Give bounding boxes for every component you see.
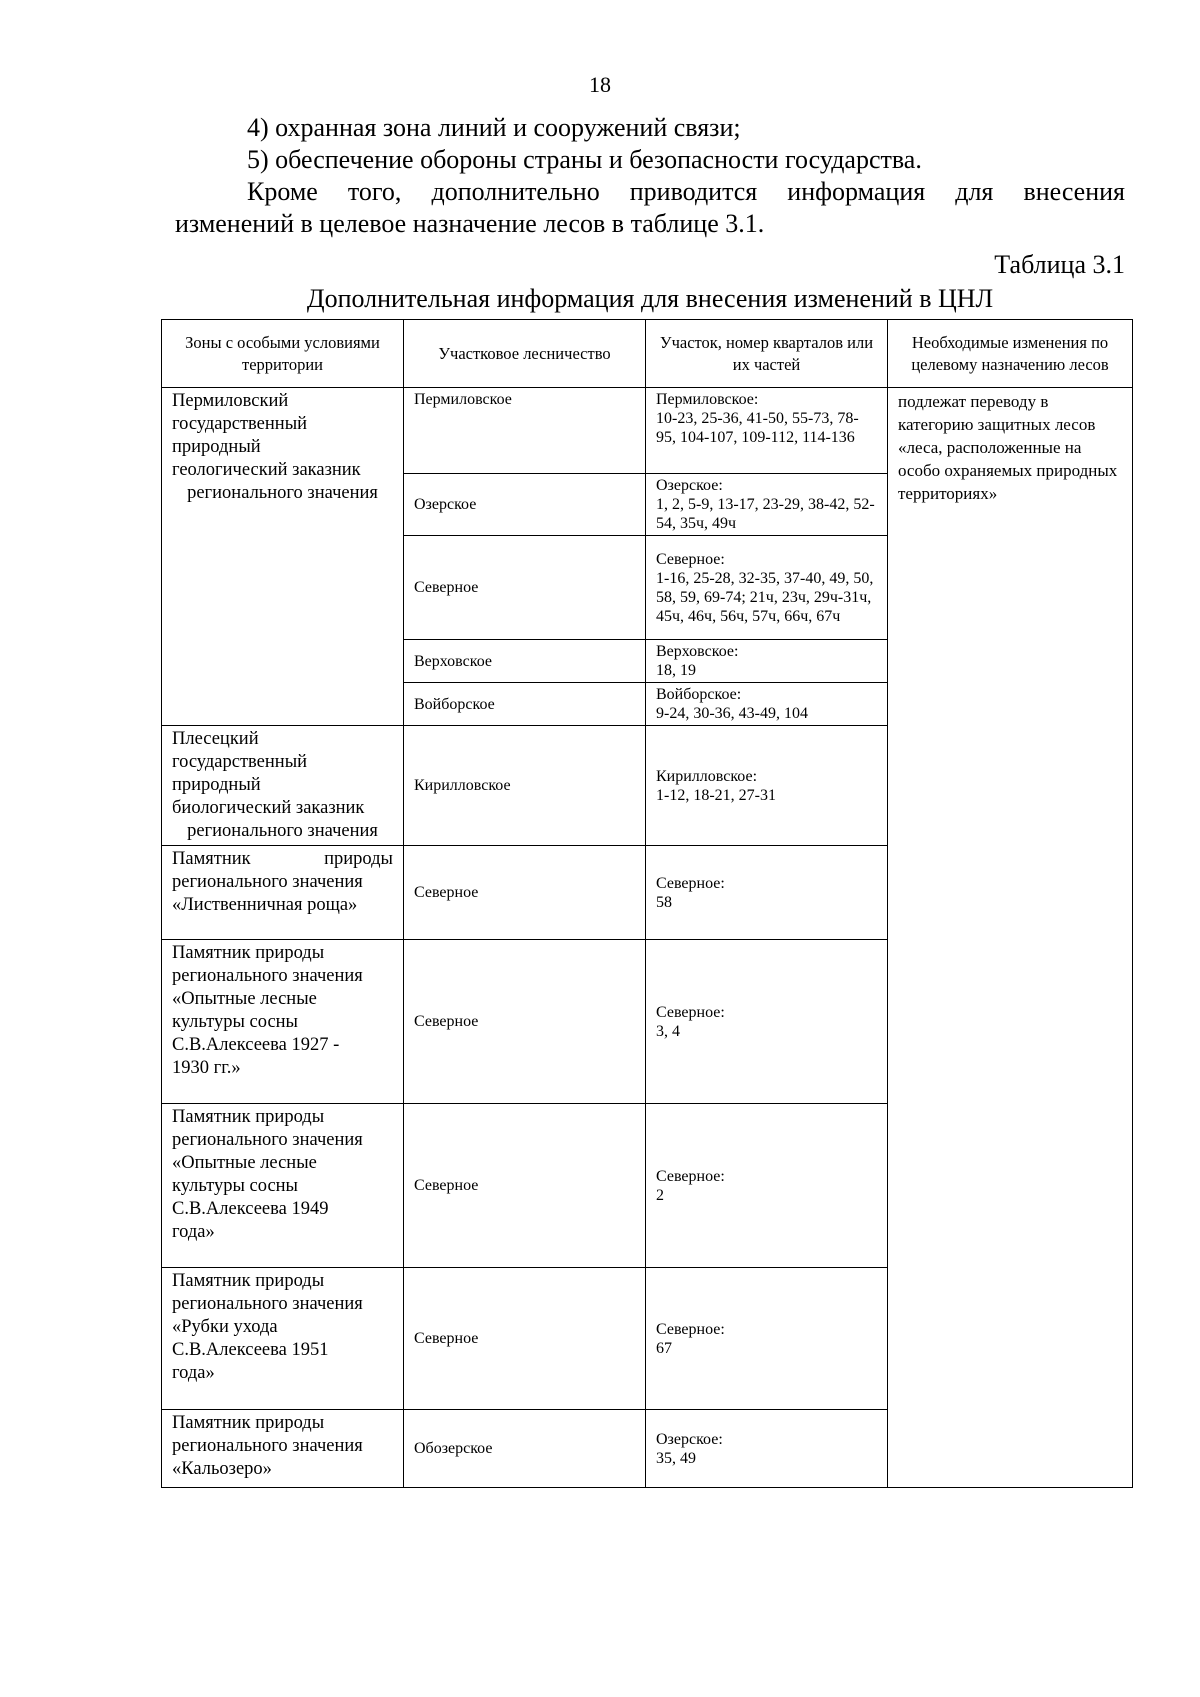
zone-line: государственный (172, 414, 308, 434)
zone-line: регионального значения (187, 821, 378, 841)
plot-name: Озерское: (656, 477, 723, 494)
plot-name: Кирилловское: (656, 767, 758, 785)
zone-line: государственный (172, 752, 308, 772)
plot-quarters: 2 (656, 1186, 664, 1204)
plot-quarters: 1-12, 18-21, 27-31 (656, 786, 776, 804)
forestry-cell: Кирилловское (404, 726, 646, 846)
zone-line: С.В.Алексеева 1949 (172, 1199, 329, 1219)
zone-line: природный (172, 775, 261, 795)
forestry-cell: Северное (404, 846, 646, 940)
forestry-cell: Северное (404, 536, 646, 640)
forestry-cell: Войборское (404, 683, 646, 726)
forestry-cell: Пермиловское (404, 388, 646, 474)
cnl-changes-table (161, 319, 1133, 1488)
plot-quarters: 3, 4 (656, 1022, 680, 1040)
zone-line: регионального значения (172, 1130, 363, 1150)
zone-line: регионального значения (172, 872, 363, 892)
header-forestry: Участковое лесничество (404, 320, 646, 388)
zone-cell (162, 1410, 404, 1488)
zone-line: года» (172, 1222, 215, 1242)
zone-line: Плесецкий (172, 729, 259, 749)
plot-quarters: 18, 19 (656, 662, 696, 679)
zone-cell (162, 940, 404, 1104)
zone-line: С.В.Алексеева 1951 (172, 1340, 329, 1360)
plot-quarters: 1-16, 25-28, 32-35, 37-40, 49, 50, 58, 59, 69-74; 21ч, 23ч, 29ч-31ч, 45ч, 46ч, 56ч, 57ч, 66ч, 67ч (656, 569, 874, 625)
table-title: Дополнительная информация для внесения изменений в ЦНЛ (306, 284, 994, 313)
plot-cell (646, 474, 888, 536)
zone-line: регионального значения (187, 483, 378, 503)
forestry-cell: Северное (404, 1104, 646, 1268)
plot-quarters: 9-24, 30-36, 43-49, 104 (656, 705, 808, 722)
plot-name: Пермиловское: (656, 391, 759, 408)
table-row (162, 388, 1133, 474)
plot-name: Северное: (656, 874, 725, 892)
page-number: 18 (589, 72, 611, 97)
forestry-cell: Обозерское (404, 1410, 646, 1488)
plot-cell (646, 683, 888, 726)
forestry-cell: Северное (404, 1268, 646, 1410)
list-item-4: 4) охранная зона линий и сооружений связи; (247, 113, 741, 142)
zone-cell (162, 1268, 404, 1410)
zone-line: «Рубки ухода (172, 1317, 278, 1337)
zone-cell (162, 846, 404, 940)
zone-line: природный (172, 437, 261, 457)
plot-cell (646, 940, 888, 1104)
zone-line: 1930 гг.» (172, 1058, 241, 1078)
plot-name: Озерское: (656, 1430, 723, 1448)
zone-line: биологический заказник (172, 798, 365, 818)
zone-line: Памятник природы (172, 1413, 325, 1433)
plot-cell (646, 1268, 888, 1410)
zone-line: геологический заказник (172, 460, 361, 480)
zone-line: года» (172, 1363, 215, 1383)
plot-quarters: 35, 49 (656, 1449, 696, 1467)
table-header-row (162, 320, 1133, 388)
zone-line: культуры сосны (172, 1012, 298, 1032)
zone-line: С.В.Алексеева 1927 - (172, 1035, 340, 1055)
zone-line: регионального значения (172, 966, 363, 986)
zone-line: Памятник природы (172, 1271, 325, 1291)
plot-quarters: 67 (656, 1339, 672, 1357)
plot-name: Северное: (656, 550, 725, 568)
zone-line: «Опытные лесные (172, 1153, 317, 1173)
zone-line: «Опытные лесные (172, 989, 317, 1009)
plot-quarters: 1, 2, 5-9, 13-17, 23-29, 38-42, 52-54, 35ч, 49ч (656, 496, 875, 532)
header-changes: Необходимые изменения по целевому назначению лесов (888, 320, 1133, 388)
plot-quarters: 58 (656, 893, 672, 911)
plot-name: Войборское: (656, 686, 742, 703)
zone-cell (162, 388, 404, 726)
zone-line: регионального значения (172, 1436, 363, 1456)
header-zones: Зоны с особыми условиями территории (162, 320, 404, 388)
table-label: Таблица 3.1 (994, 250, 1125, 279)
zone-line: культуры сосны (172, 1176, 298, 1196)
plot-name: Северное: (656, 1320, 725, 1338)
forestry-cell: Озерское (404, 474, 646, 536)
zone-line: Памятник природы (172, 943, 325, 963)
zone-cell (162, 1104, 404, 1268)
plot-quarters: 10-23, 25-36, 41-50, 55-73, 78-95, 104-107, 109-112, 114-136 (656, 410, 859, 446)
forestry-cell: Северное (404, 940, 646, 1104)
zone-cell (162, 726, 404, 846)
plot-cell (646, 726, 888, 846)
zone-line: Памятник природы (172, 849, 393, 869)
intro-paragraph-line-2: изменений в целевое назначение лесов в таблице 3.1. (175, 209, 765, 238)
intro-paragraph-line-1: Кроме того, дополнительно приводится информация для внесения (247, 177, 1125, 206)
plot-name: Верховское: (656, 643, 739, 660)
zone-line: «Лиственничная роща» (172, 895, 358, 915)
plot-cell (646, 536, 888, 640)
plot-cell (646, 1104, 888, 1268)
list-item-5: 5) обеспечение обороны страны и безопасности государства. (247, 145, 922, 174)
zone-line: Памятник природы (172, 1107, 325, 1127)
plot-name: Северное: (656, 1003, 725, 1021)
zone-line: Пермиловский (172, 391, 289, 411)
plot-cell (646, 1410, 888, 1488)
zone-line: регионального значения (172, 1294, 363, 1314)
plot-cell (646, 846, 888, 940)
plot-cell (646, 388, 888, 474)
zone-line: «Кальозеро» (172, 1459, 272, 1479)
plot-cell (646, 640, 888, 683)
required-change-cell: подлежат переводу в категорию защитных лесов «леса, расположенные на особо охраняемых природных территориях» (888, 388, 1133, 1488)
header-plots: Участок, номер кварталов или их частей (646, 320, 888, 388)
forestry-cell: Верховское (404, 640, 646, 683)
plot-name: Северное: (656, 1167, 725, 1185)
